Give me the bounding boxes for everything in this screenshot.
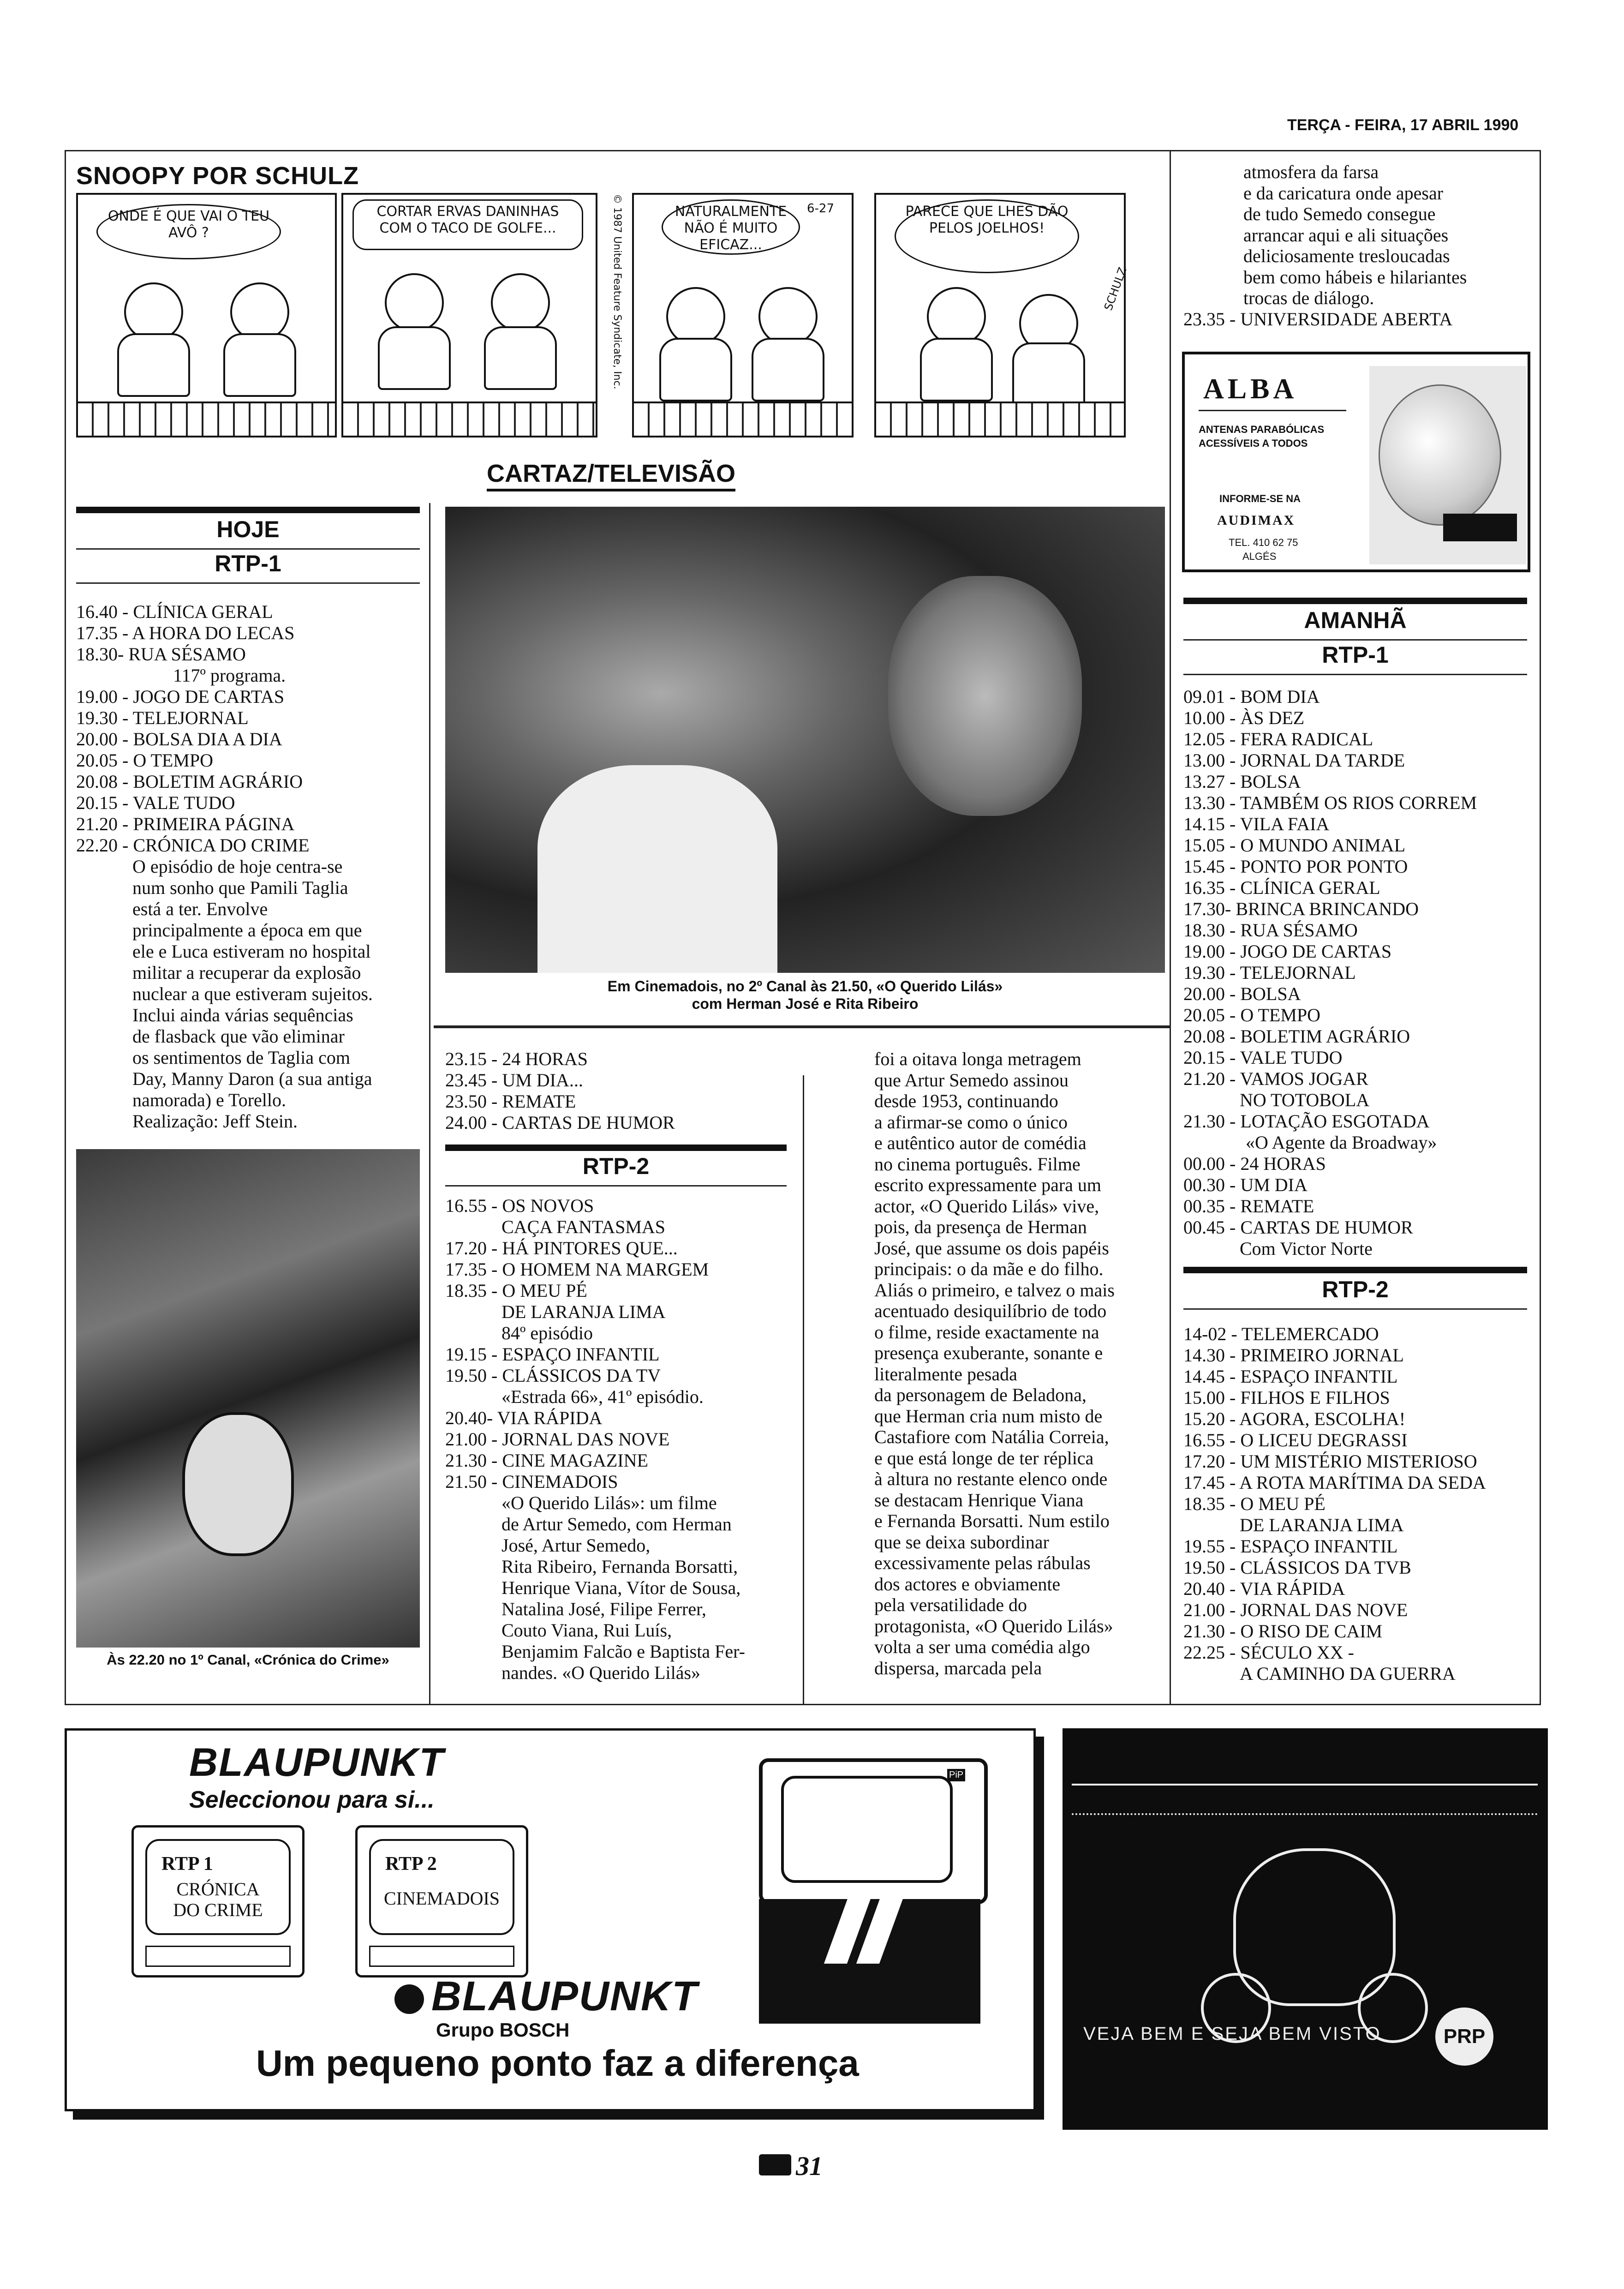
program-row: 19.00 - JOGO DE CARTAS [76, 686, 285, 707]
section-title: CARTAZ/TELEVISÃO [487, 459, 735, 491]
program-description: «O Querido Lilás»: um filme [502, 1492, 717, 1513]
tv-screen-frame [759, 1758, 988, 1904]
program-row: 18.35 - O MEU PÉ [1183, 1493, 1325, 1514]
comic-ground [634, 401, 852, 436]
left-column-divider [429, 503, 430, 1705]
prp-slogan: VEJA BEM E SEJA BEM VISTO [1083, 2024, 1381, 2044]
heading-rule [76, 548, 420, 550]
program-row: 16.40 - CLÍNICA GERAL [76, 601, 273, 622]
program-row: 10.00 - ÀS DEZ [1183, 707, 1305, 728]
speech-bubble: PARECE QUE LHES DÃO PELOS JOELHOS! [895, 199, 1079, 273]
film-article: foi a oitava longa metragem que Artur Semedo assinou desde 1953, continuando a afirmar-se como o único e autêntico autor de comédia no cinema português. Filme escrito expressamente para um actor, «O Querido Lilás» vive, pois, da presença de Herman José, que assume os dois papéis principais: o da mãe e do filho. Aliás o primeiro, e talvez o mais acentuado desiquilíbrio de todo o filme, reside exactamente na presença exuberante, sonante e literalmente pesada da personagem de Beladona, que Herman cria num misto de Castafiore com Natália Correia, e que está longe de ter réplica à altura no restante elenco onde se destacam Henrique Viana e Fernanda Borsatti. Num estilo que se deixa subordinar excessivamente pelas rábulas dos actores e obviamente pela versatilidade do protagonista, «O Querido Lilás» volta a ser uma comédia algo dispersa, marcada pela [874, 1049, 1115, 1678]
heading-rule [1183, 1308, 1527, 1310]
tv-controls [369, 1946, 514, 1967]
rtp2-heading: RTP-2 [582, 1153, 650, 1179]
audimax-name: AUDIMAX [1217, 513, 1296, 528]
alba-line1: ANTENAS PARABÓLICAS [1199, 424, 1325, 435]
speech-bubble: NATURALMENTE NÃO É MUITO EFICAZ... [662, 199, 800, 255]
linus-body [752, 338, 824, 401]
blaupunkt-slogan: Um pequeno ponto faz a diferença [256, 2043, 859, 2084]
program-row: DE LARANJA LIMA [502, 1301, 666, 1322]
charlie-brown-figure [666, 287, 725, 346]
tv-rtp1 [131, 1825, 304, 1977]
program-row: 21.20 - PRIMEIRA PÁGINA [76, 814, 295, 834]
o-querido-lilas-photo [445, 507, 1165, 973]
pip-badge: PiP [947, 1769, 965, 1781]
program-row: 21.00 - JORNAL DAS NOVE [1183, 1600, 1408, 1620]
program-row: 12.05 - FERA RADICAL [1183, 729, 1373, 749]
publication-logo [759, 2154, 791, 2175]
charlie-brown-body [920, 338, 993, 401]
comic-title: SNOOPY POR SCHULZ [76, 162, 359, 190]
program-row: 19.15 - ESPAÇO INFANTIL [445, 1344, 660, 1365]
program-description: nandes. «O Querido Lilás» [502, 1662, 701, 1683]
tv-channel: RTP 2 [385, 1853, 437, 1875]
program-row: 19.30 - TELEJORNAL [1183, 962, 1356, 983]
program-row: 21.30 - LOTAÇÃO ESGOTADA [1183, 1111, 1430, 1132]
man-jacket [537, 765, 777, 973]
heading-rule [1183, 639, 1527, 641]
rtp1-heading: RTP-1 [215, 551, 281, 576]
alba-info: INFORME-SE NA [1219, 493, 1301, 504]
program-row: NO TOTOBOLA [1240, 1090, 1370, 1110]
blaupunkt-dot-icon [394, 1984, 424, 2014]
program-row: 19.30 - TELEJORNAL [76, 707, 249, 728]
alba-line2: ACESSÍVEIS A TODOS [1199, 437, 1308, 449]
linus-body [223, 333, 296, 397]
tv-channel: RTP 1 [161, 1853, 213, 1875]
photo-caption: Em Cinemadois, no 2º Canal às 21.50, «O Querido Lilás» com Herman José e Rita Ribeiro [607, 978, 1003, 1012]
prp-ad [1063, 1728, 1548, 2130]
blaupunkt-ad [65, 1728, 1036, 2111]
heading-rule [1183, 674, 1527, 675]
program-row: 15.20 - AGORA, ESCOLHA! [1183, 1408, 1406, 1429]
blaupunkt-tv-image [759, 1758, 980, 2026]
right-column-divider [1170, 150, 1171, 1705]
section-rule [434, 1025, 1170, 1028]
comic-ground [343, 401, 596, 436]
program-description: Rita Ribeiro, Fernanda Borsatti, [502, 1556, 738, 1577]
comic-date-mark: 6-27 [807, 202, 835, 216]
garland-decoration [1072, 1784, 1538, 1815]
heading-rule [445, 1144, 787, 1151]
program-note: 84º episódio [502, 1323, 593, 1343]
heading-rule [445, 1185, 787, 1186]
tv-show: CINEMADOIS [383, 1888, 500, 1909]
satellite-dish-icon [1379, 384, 1501, 526]
tv-rtp2 [355, 1825, 528, 1977]
program-description: Natalina José, Filipe Ferrer, [502, 1599, 706, 1619]
program-row: CAÇA FANTASMAS [502, 1216, 666, 1237]
tv-controls [145, 1946, 291, 1967]
program-description: José, Artur Semedo, [502, 1535, 651, 1556]
program-row: 18.30- RUA SÉSAMO [76, 644, 246, 665]
program-row: 19.00 - JOGO DE CARTAS [1183, 941, 1392, 962]
comic-copyright: © 1987 United Feature Syndicate, Inc. [611, 194, 623, 389]
program-row: 17.35 - O HOMEM NA MARGEM [445, 1259, 709, 1280]
comic-panel-3 [632, 193, 854, 437]
program-row: 00.00 - 24 HORAS [1183, 1153, 1326, 1174]
program-row: 23.50 - REMATE [445, 1091, 576, 1112]
heading-rule [1183, 598, 1527, 604]
blaupunkt-brand-2: BLAUPUNKT [431, 1973, 698, 2019]
linus-figure [491, 273, 550, 332]
alba-brand: ALBA [1203, 373, 1298, 405]
amanha-rtp1-list [1183, 686, 1534, 1259]
program-row: 20.05 - O TEMPO [76, 750, 214, 771]
program-row: 19.50 - CLÁSSICOS DA TVB [1183, 1557, 1411, 1578]
program-row: 17.20 - HÁ PINTORES QUE... [445, 1238, 678, 1258]
program-row: 16.35 - CLÍNICA GERAL [1183, 877, 1380, 898]
program-row: 21.50 - CINEMADOIS [445, 1471, 618, 1492]
rtp1-heading: RTP-1 [1322, 642, 1389, 668]
bosch-group: Grupo BOSCH [436, 2019, 570, 2041]
ad-rule [1199, 410, 1346, 411]
program-row: 14.45 - ESPAÇO INFANTIL [1183, 1366, 1398, 1387]
program-row: 20.05 - O TEMPO [1183, 1005, 1321, 1025]
program-row: 20.00 - BOLSA [1183, 983, 1301, 1004]
program-note: 117º programa. [173, 665, 286, 686]
program-row: 18.30 - RUA SÉSAMO [1183, 920, 1358, 941]
charlie-brown-body [659, 338, 732, 401]
hoje-rtp1-late-list [445, 1049, 796, 1133]
program-note: Com Victor Norte [1240, 1238, 1373, 1259]
program-row: 13.00 - JORNAL DA TARDE [1183, 750, 1405, 771]
linus-body [1012, 342, 1085, 406]
program-note: «Estrada 66», 41º episódio. [502, 1386, 704, 1407]
blaupunkt-tagline: Seleccionou para si... [189, 1786, 435, 1813]
program-row: 19.55 - ESPAÇO INFANTIL [1183, 1536, 1398, 1557]
blaupunkt-brand: BLAUPUNKT [189, 1740, 445, 1785]
program-row: 23.15 - 24 HORAS [445, 1049, 588, 1069]
program-row: 17.30- BRINCA BRINCANDO [1183, 899, 1419, 919]
skull-figure [182, 1412, 294, 1556]
program-row: 13.27 - BOLSA [1183, 771, 1301, 792]
alba-ad [1182, 352, 1530, 572]
charlie-brown-figure [927, 287, 986, 346]
rtp2-heading: RTP-2 [1322, 1276, 1389, 1302]
program-row: 20.15 - VALE TUDO [1183, 1047, 1343, 1068]
alba-place: ALGÉS [1242, 551, 1277, 562]
tv-show: DO CRIME [173, 1900, 263, 1920]
program-description: O episódio de hoje centra-se num sonho que Pamili Taglia está a ter. Envolve principalmente a época em que ele e Luca estiveram no hospital militar a recuperar da explosão nuclear a que estiveram sujeitos. Inclui ainda várias sequências de flasback que vão eliminar os sentimentos de Taglia com Day, Manny Daron (a sua antiga namorada) e Torello. Realização: Jeff Stein. [132, 856, 373, 1132]
program-row: 20.08 - BOLETIM AGRÁRIO [1183, 1026, 1410, 1047]
program-row: 14.15 - VILA FAIA [1183, 814, 1330, 834]
program-row: 21.30 - CINE MAGAZINE [445, 1450, 648, 1471]
program-row: 23.45 - UM DIA... [445, 1070, 583, 1091]
program-row: 20.15 - VALE TUDO [76, 792, 235, 813]
program-description: de Artur Semedo, com Herman [502, 1514, 732, 1534]
program-row: 16.55 - OS NOVOS [445, 1195, 594, 1216]
amanha-heading: AMANHÃ [1304, 607, 1407, 633]
alba-tel: TEL. 410 62 75 [1229, 537, 1298, 548]
woman-figure [888, 576, 1082, 816]
program-row: 00.35 - REMATE [1183, 1196, 1314, 1216]
heading-rule [1183, 1267, 1527, 1273]
satellite-dish-image [1369, 366, 1526, 564]
program-row: 15.05 - O MUNDO ANIMAL [1183, 835, 1406, 856]
program-description: Henrique Viana, Vítor de Sousa, [502, 1577, 741, 1598]
tv-screen [781, 1776, 953, 1883]
program-row: 20.08 - BOLETIM AGRÁRIO [76, 771, 303, 792]
program-row: 17.20 - UM MISTÉRIO MISTERIOSO [1183, 1451, 1477, 1472]
program-row: 00.30 - UM DIA [1183, 1174, 1308, 1195]
heading-rule [76, 582, 420, 584]
comic-ground [78, 401, 335, 436]
heading-rule [76, 507, 420, 513]
comic-panel-4 [874, 193, 1129, 437]
article-continuation: atmosfera da farsa e da caricatura onde apesar de tudo Semedo consegue arrancar aqui e ali situações deliciosamente tresloucadas bem como hábeis e hilariantes trocas de diálogo. 23.35 - UNIVERSIDADE ABERTA [1183, 162, 1534, 330]
program-row: 20.40 - VIA RÁPIDA [1183, 1578, 1345, 1599]
comic-signature: SCHULZ [1101, 265, 1129, 312]
tv-cabinet [759, 1899, 980, 2024]
program-row: 23.35 - UNIVERSIDADE ABERTA [1183, 308, 1453, 330]
program-row: 09.01 - BOM DIA [1183, 686, 1320, 707]
program-note: «O Agente da Broadway» [1246, 1132, 1437, 1153]
comic-ground [876, 401, 1124, 436]
program-row: 20.40- VIA RÁPIDA [445, 1408, 603, 1428]
program-row: 14-02 - TELEMERCADO [1183, 1324, 1379, 1344]
hoje-heading: HOJE [216, 516, 280, 542]
speech-bubble: CORTAR ERVAS DANINHAS COM O TACO DE GOLFE... [352, 199, 583, 250]
charlie-brown-figure [124, 282, 183, 342]
linus-figure [758, 287, 818, 346]
charlie-brown-body [117, 333, 190, 397]
cronica-do-crime-photo [76, 1149, 420, 1648]
program-row: 21.20 - VAMOS JOGAR [1183, 1068, 1368, 1089]
program-description: Benjamim Falcão e Baptista Fer- [502, 1641, 745, 1662]
program-description: Couto Viana, Rui Luís, [502, 1620, 672, 1641]
program-row: 18.35 - O MEU PÉ [445, 1280, 587, 1301]
program-row: 21.30 - O RISO DE CAIM [1183, 1621, 1383, 1642]
program-row: 20.00 - BOLSA DIA A DIA [76, 729, 282, 749]
speech-bubble: ONDE É QUE VAI O TEU AVÔ ? [96, 204, 281, 259]
receiver-box-icon [1443, 514, 1517, 541]
program-row: 21.00 - JORNAL DAS NOVE [445, 1429, 670, 1450]
program-row: 14.30 - PRIMEIRO JORNAL [1183, 1345, 1404, 1366]
program-row: 15.00 - FILHOS E FILHOS [1183, 1387, 1390, 1408]
page-date: TERÇA - FEIRA, 17 ABRIL 1990 [1287, 116, 1519, 134]
program-row: 13.30 - TAMBÉM OS RIOS CORREM [1183, 792, 1477, 813]
charlie-brown-figure [385, 273, 444, 332]
tv-show: CRÓNICA [176, 1879, 260, 1900]
program-row: 19.50 - CLÁSSICOS DA TV [445, 1365, 661, 1386]
program-row: 16.55 - O LICEU DEGRASSI [1183, 1430, 1408, 1450]
comic-panel-2 [341, 193, 597, 437]
hoje-rtp2-list [445, 1195, 800, 1684]
hoje-rtp1-list [76, 601, 427, 1132]
comic-panel-1 [76, 193, 337, 437]
charlie-brown-body [378, 326, 451, 390]
program-row: A CAMINHO DA GUERRA [1240, 1663, 1456, 1684]
photo-caption: Às 22.20 no 1º Canal, «Crónica do Crime» [107, 1652, 389, 1668]
program-row: 22.20 - CRÓNICA DO CRIME [76, 835, 310, 856]
prp-logo: PRP [1435, 2007, 1493, 2066]
program-row: 22.25 - SÉCULO XX - [1183, 1642, 1354, 1663]
program-row: 24.00 - CARTAS DE HUMOR [445, 1112, 675, 1133]
program-row: 17.35 - A HORA DO LECAS [76, 623, 295, 643]
program-row: 00.45 - CARTAS DE HUMOR [1183, 1217, 1413, 1238]
linus-figure [230, 282, 289, 342]
program-row: 17.45 - A ROTA MARÍTIMA DA SEDA [1183, 1472, 1486, 1493]
page-number: 31 [796, 2151, 823, 2181]
program-row: DE LARANJA LIMA [1240, 1515, 1404, 1535]
amanha-rtp2-list [1183, 1324, 1534, 1684]
center-column-divider [803, 1075, 804, 1705]
linus-body [484, 326, 557, 390]
program-row: 15.45 - PONTO POR PONTO [1183, 856, 1408, 877]
